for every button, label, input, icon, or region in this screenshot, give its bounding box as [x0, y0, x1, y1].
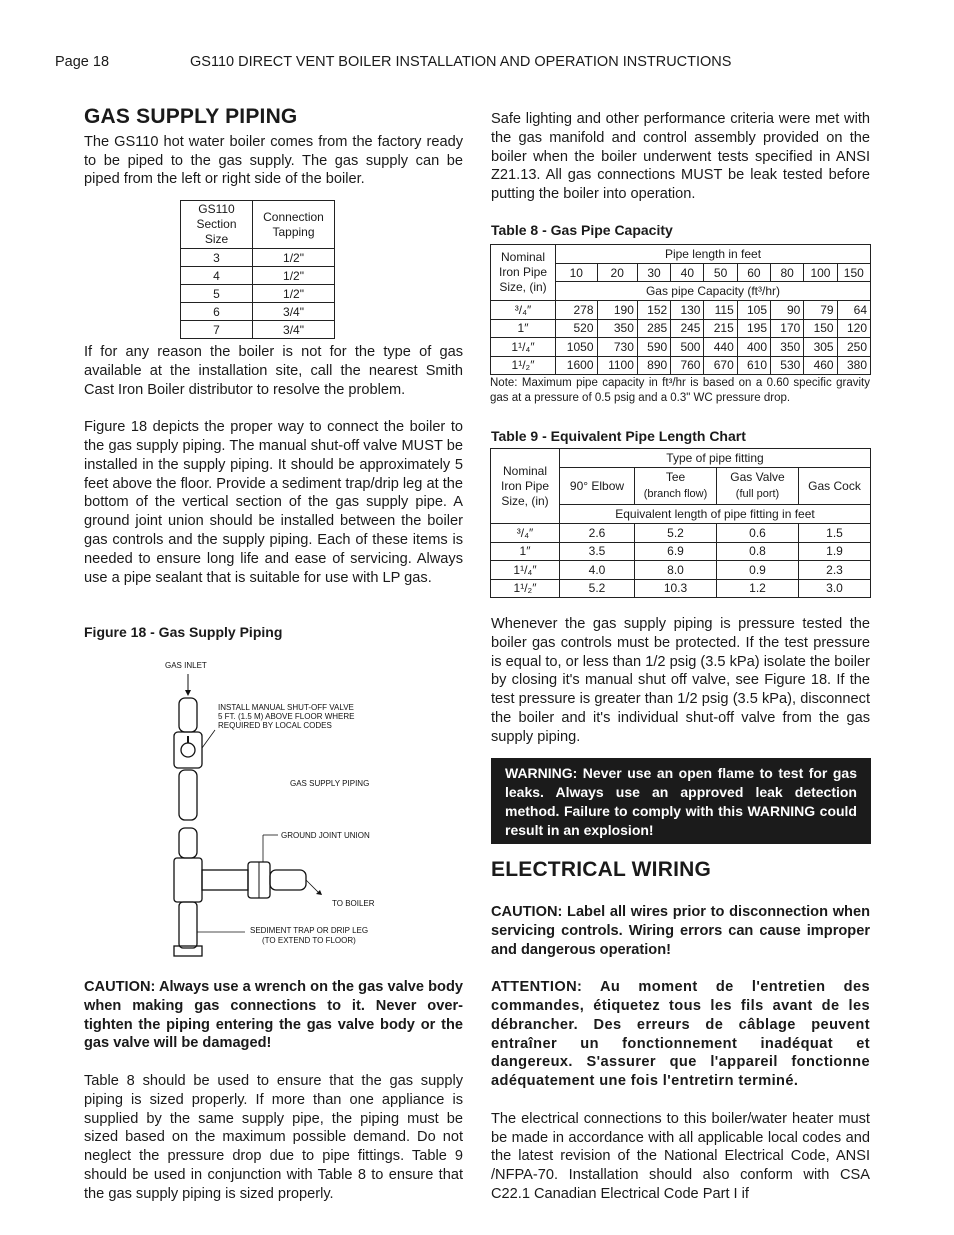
t8-value-cell: 890 [637, 356, 670, 375]
t8-length-cell: 50 [704, 264, 737, 282]
t8-value-cell: 130 [671, 301, 704, 320]
electrical-caution [491, 903, 870, 959]
t8-value-cell: 380 [837, 356, 870, 375]
t9-value-cell: 4.0 [560, 561, 635, 580]
t7-header-size: GS110 Section Size [181, 201, 253, 249]
t9-value-cell: 1.9 [799, 542, 871, 561]
t9-value-cell: 1.2 [717, 579, 799, 598]
t9-value-cell: 0.8 [717, 542, 799, 561]
t9-corner: Nominal Iron Pipe Size, (in) [491, 449, 560, 524]
pressure-test-paragraph: Whenever the gas supply piping is pressure tested the boiler gas controls must be protected. If the test pressure is equal to, or less than 1/2 psig (3.5 kPa) isolate the boiler by closing it's manual shut off valve, see Figure 18. If the test pressure is greater than 1/2 psig (3.5 kPa), disconnect the boiler and it's individual shut-off valve from the gas supply piping. [491, 616, 870, 745]
label-gas-inlet: GAS INLET [165, 661, 207, 670]
t8-value-cell: 350 [597, 319, 637, 338]
label-to-boiler: TO BOILER [332, 899, 375, 908]
t8-value-cell: 278 [556, 301, 598, 320]
t9-valve-header [717, 468, 799, 505]
label-sediment-trap-2: (TO EXTEND TO FLOOR) [262, 936, 356, 945]
right-column-bottom [491, 903, 870, 1204]
t9-valve-sub: (full port) [735, 488, 780, 500]
t9-row [491, 524, 871, 543]
t8-row [491, 356, 871, 375]
t9-size-cell: ³/₄″ [491, 524, 560, 543]
t8-value-cell: 730 [597, 338, 637, 357]
t8-length-cell: 80 [771, 264, 804, 282]
t8-value-cell: 610 [737, 356, 770, 375]
gas-supply-heading: GAS SUPPLY PIPING [84, 105, 298, 128]
t8-value-cell: 245 [671, 319, 704, 338]
t8-value-cell: 460 [804, 356, 837, 375]
t8-value-cell: 670 [704, 356, 737, 375]
t8-value-cell: 1100 [597, 356, 637, 375]
t7-header-tapping: Connection Tapping [253, 201, 335, 249]
t8-value-cell: 520 [556, 319, 598, 338]
t8-size-cell: ³/₄″ [491, 301, 556, 320]
electrical-attention: ATTENTION: Au moment de l'entretien des commandes, étiquetez tous les fils avant de les débrancher. Des erreurs de câblage peuvent entraîner un fonctionnement inadéquat et dangereux. S'assurer que l'appareil fonctionne adéquatement une fois l'entretirn terminé. [491, 979, 870, 1090]
caution-text: Label all wires prior to disconnection when servicing controls. Wiring errors can cause improper and dangerous operation! [491, 904, 870, 958]
t8-length-header: Pipe length in feet [556, 245, 871, 264]
supply-pipe [179, 770, 197, 820]
t9-value-cell: 5.2 [560, 579, 635, 598]
gas-pipe-capacity-table [490, 244, 871, 375]
t9-row [491, 579, 871, 598]
t9-value-cell: 6.9 [635, 542, 717, 561]
t7-cell: 1/2" [253, 249, 335, 267]
electrical-wiring-heading: ELECTRICAL WIRING [491, 858, 712, 881]
t9-cock-header: Gas Cock [799, 468, 871, 505]
t8-row [491, 301, 871, 320]
t8-length-cell: 100 [804, 264, 837, 282]
label-valve-1: INSTALL MANUAL SHUT-OFF VALVE [218, 703, 354, 712]
t8-length-cell: 30 [637, 264, 670, 282]
t8-row [491, 319, 871, 338]
t7-cell: 5 [181, 285, 253, 303]
t9-value-cell: 3.5 [560, 542, 635, 561]
left-column-mid [84, 343, 463, 587]
t9-tee-header [635, 468, 717, 505]
t9-type-header: Type of pipe fitting [560, 449, 871, 468]
t8-value-cell: 105 [737, 301, 770, 320]
t8-value-cell: 760 [671, 356, 704, 375]
t9-size-cell: 1″ [491, 542, 560, 561]
pipe-sizing-paragraph: Table 8 should be used to ensure that the gas supply piping is sized properly. If more than one appliance is supplied by the same supply pipe, the piping must be sized based on the maximum possible demand. Do not neglect the pressure drop due to pipe fittings. Table 9 should be used in conjunction with Table 8 to ensure that the gas supply piping is sized properly. [84, 1072, 463, 1202]
left-column-bottom [84, 978, 463, 1204]
gas-type-paragraph: If for any reason the boiler is not for the type of gas available at the installation site, call the nearest Smith Cast Iron Boiler distributor to resolve the problem. [84, 344, 463, 398]
t7-cell: 4 [181, 267, 253, 285]
t7-cell: 7 [181, 321, 253, 339]
t7-cell: 3 [181, 249, 253, 267]
safe-lighting-paragraph: Safe lighting and other performance criteria were met with the gas manifold and control assembly provided on the boiler when the boiler underwent tests specified in ANSI Z21.13. All gas connections MUST be leak tested before putting the boiler into operation. [491, 111, 870, 203]
t9-value-cell: 2.3 [799, 561, 871, 580]
t8-value-cell: 250 [837, 338, 870, 357]
left-column [84, 105, 463, 189]
gas-supply-intro: The GS110 hot water boiler comes from the factory ready to be piped to the gas supply. The gas supply can be piped from the left or right side of the boiler. [84, 133, 463, 188]
t8-length-cell: 60 [737, 264, 770, 282]
t9-size-cell: 1¹/₂″ [491, 579, 560, 598]
t8-value-cell: 530 [771, 356, 804, 375]
t9-value-cell: 2.6 [560, 524, 635, 543]
tee-fitting [174, 858, 202, 902]
t9-value-cell: 10.3 [635, 579, 717, 598]
t8-size-cell: 1¹/₄″ [491, 338, 556, 357]
t8-value-cell: 64 [837, 301, 870, 320]
t9-value-cell: 5.2 [635, 524, 717, 543]
t7-cell: 3/4" [253, 321, 335, 339]
t9-value-cell: 3.0 [799, 579, 871, 598]
t9-size-cell: 1¹/₄″ [491, 561, 560, 580]
t8-value-cell: 590 [637, 338, 670, 357]
section-size-table [180, 200, 335, 339]
t9-valve-label: Gas Valve [730, 470, 785, 484]
gas-piping-figure [160, 650, 400, 960]
t8-capacity-header: Gas pipe Capacity (ft³/hr) [556, 282, 871, 301]
t8-value-cell: 285 [637, 319, 670, 338]
table8-caption: Table 8 - Gas Pipe Capacity [491, 222, 673, 238]
sediment-trap [179, 902, 197, 948]
upper-pipe [179, 698, 197, 732]
t8-value-cell: 350 [771, 338, 804, 357]
t8-length-cell: 150 [837, 264, 870, 282]
t7-cell: 6 [181, 303, 253, 321]
t8-size-cell: 1¹/₂″ [491, 356, 556, 375]
t7-cell: 1/2" [253, 267, 335, 285]
t9-value-cell: 8.0 [635, 561, 717, 580]
warning-box: WARNING: Never use an open flame to test for gas leaks. Always use an approved leak detection method. Failure to comply with this WARNING could result in an explosion! [491, 758, 871, 844]
table9-caption: Table 9 - Equivalent Pipe Length Chart [491, 428, 746, 444]
t9-tee-sub: (branch flow) [643, 488, 708, 500]
figure-description-paragraph: Figure 18 depicts the proper way to connect the boiler to the gas supply piping. The manual shut-off valve MUST be installed in the supply piping. It should be approximately 5 feet above the floor. Provide a sediment trap/drip leg at the bottom of the vertical section of the gas supply pipe. A ground joint union should be installed between the boiler gas controls and the supply piping. Each of these items is needed to ensure long life and ease of servicing. Always use a pipe sealant that is suitable for use with LP gas. [84, 419, 463, 586]
t8-value-cell: 400 [737, 338, 770, 357]
caution-label: CAUTION: [491, 904, 563, 920]
t8-value-cell: 152 [637, 301, 670, 320]
t8-length-cell: 20 [597, 264, 637, 282]
label-sediment-trap-1: SEDIMENT TRAP OR DRIP LEG [250, 926, 369, 935]
t7-cell: 1/2" [253, 285, 335, 303]
t7-cell: 3/4" [253, 303, 335, 321]
electrical-connections-paragraph: The electrical connections to this boiler/water heater must be made in accordance with all applicable local codes and the latest revision of the National Electrical Code, ANSI /NFPA-70. Installation should also conform with CSA C22.1 Canadian Electrical Code Part I if [491, 1110, 870, 1202]
t9-row [491, 561, 871, 580]
t8-corner: Nominal Iron Pipe Size, (in) [491, 245, 556, 301]
t9-equiv-header: Equivalent length of pipe fitting in feet [560, 505, 871, 524]
table8-note: Note: Maximum pipe capacity in ft³/hr is based on a 0.60 specific gravity gas at a pressure of 0.5 psig and a 0.3" WC pressure drop. [490, 377, 870, 404]
t8-value-cell: 120 [837, 319, 870, 338]
t8-value-cell: 215 [704, 319, 737, 338]
t8-value-cell: 305 [804, 338, 837, 357]
t8-value-cell: 190 [597, 301, 637, 320]
t8-value-cell: 170 [771, 319, 804, 338]
t8-length-cell: 10 [556, 264, 598, 282]
label-valve-3: REQUIRED BY LOCAL CODES [218, 721, 332, 730]
t8-value-cell: 1600 [556, 356, 598, 375]
right-column-top [491, 110, 870, 204]
t8-value-cell: 500 [671, 338, 704, 357]
t8-row [491, 338, 871, 357]
t8-size-cell: 1″ [491, 319, 556, 338]
t8-value-cell: 115 [704, 301, 737, 320]
t8-length-cell: 40 [671, 264, 704, 282]
right-column-mid [491, 615, 870, 747]
label-valve-2: 5 FT. (1.5 M) ABOVE FLOOR WHERE [218, 712, 355, 721]
t9-value-cell: 0.6 [717, 524, 799, 543]
label-gas-supply-piping: GAS SUPPLY PIPING [290, 779, 370, 788]
t9-tee-label: Tee [665, 470, 686, 484]
t8-value-cell: 90 [771, 301, 804, 320]
document-title: GS110 DIRECT VENT BOILER INSTALLATION AND OPERATION INSTRUCTIONS [190, 54, 732, 70]
label-ground-joint-union: GROUND JOINT UNION [281, 831, 370, 840]
t9-value-cell: 0.9 [717, 561, 799, 580]
t8-value-cell: 440 [704, 338, 737, 357]
page-number: Page 18 [55, 54, 110, 70]
wrench-caution: CAUTION: Always use a wrench on the gas valve body when making gas connections to it. Never over-tighten the piping entering the gas valve body or the gas valve will be damaged! [84, 979, 463, 1052]
t8-value-cell: 79 [804, 301, 837, 320]
t9-value-cell: 1.5 [799, 524, 871, 543]
t9-row [491, 542, 871, 561]
equivalent-pipe-length-table [490, 448, 871, 598]
t8-value-cell: 150 [804, 319, 837, 338]
figure-caption: Figure 18 - Gas Supply Piping [84, 624, 283, 640]
t8-value-cell: 195 [737, 319, 770, 338]
t9-elbow-header: 90° Elbow [560, 468, 635, 505]
t8-value-cell: 1050 [556, 338, 598, 357]
